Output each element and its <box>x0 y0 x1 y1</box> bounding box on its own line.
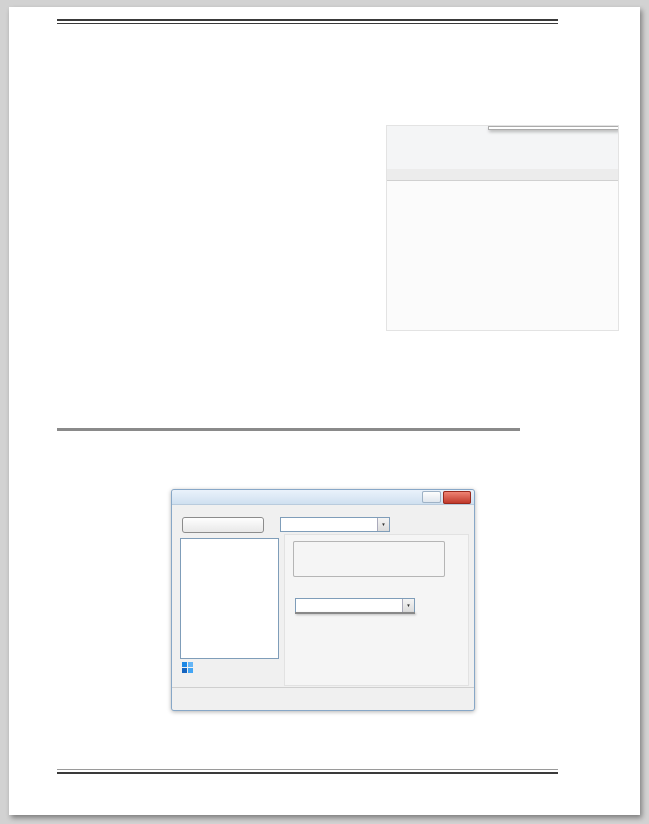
operation-name-combobox[interactable] <box>280 517 390 532</box>
ribbon-tabs <box>387 169 618 181</box>
footer-rule <box>57 769 558 774</box>
close-button[interactable] <box>443 491 471 504</box>
strategy-value <box>296 599 402 612</box>
dialog-pages-list <box>180 538 279 659</box>
chevron-down-icon[interactable]: ▼ <box>377 518 389 531</box>
operation-name-value <box>281 518 377 531</box>
mini-manager-tree <box>389 208 619 330</box>
operation-context-menu <box>488 126 619 130</box>
edit-hsr-hsm-dialog <box>171 489 475 711</box>
chevron-down-icon[interactable]: ▼ <box>402 599 414 612</box>
document-page <box>9 7 640 815</box>
dialog-bottom-toolbar <box>172 687 474 710</box>
dialog-main-panel <box>284 534 469 686</box>
top-rule <box>57 19 558 24</box>
strategy-combobox[interactable] <box>295 598 415 613</box>
solidcam-manager-tree-screenshot <box>57 222 349 392</box>
edit-toolpath-button[interactable] <box>182 517 264 533</box>
strategy-dropdown-list <box>295 612 415 614</box>
windows-grid-icon[interactable] <box>182 662 193 673</box>
ribbon-toolbar <box>387 126 618 170</box>
dialog-titlebar[interactable] <box>172 490 474 505</box>
context-menu-screenshot <box>386 125 619 331</box>
help-button[interactable] <box>422 491 441 503</box>
heading-rule <box>57 428 520 431</box>
source-operation-groupbox <box>293 541 445 577</box>
